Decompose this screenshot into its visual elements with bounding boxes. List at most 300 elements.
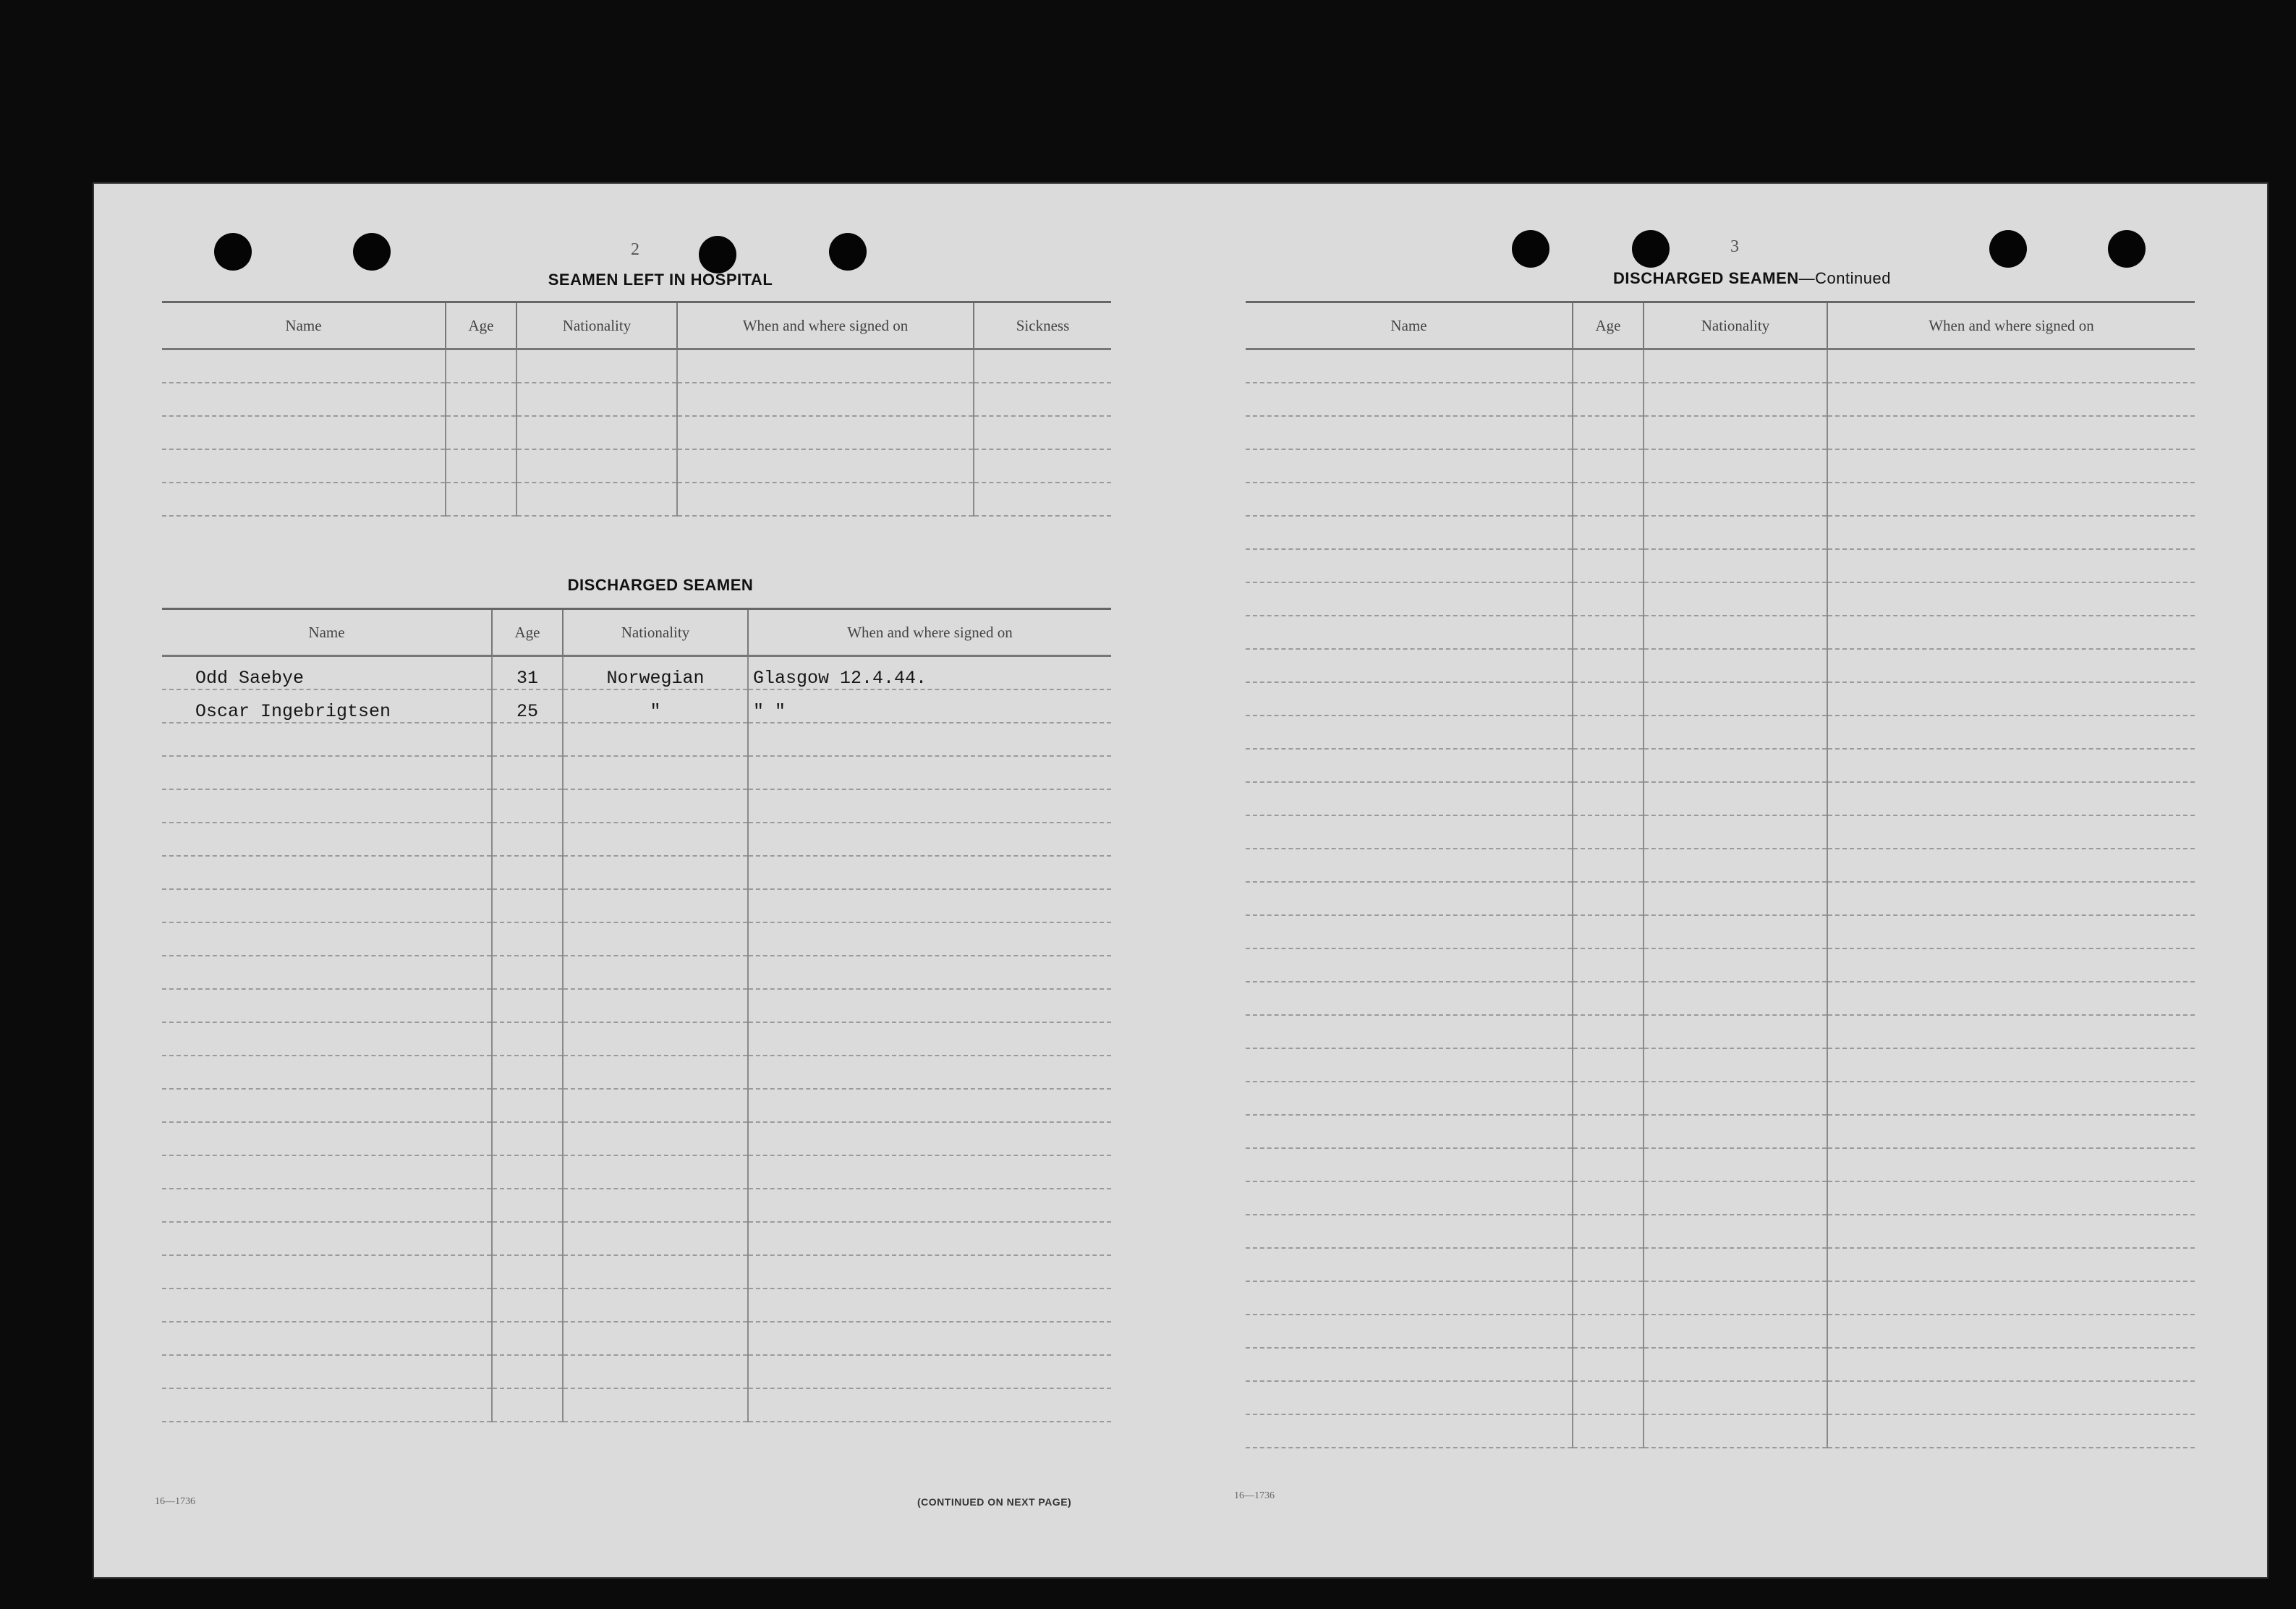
table-cell [1644,749,1827,782]
table-cell [563,789,748,823]
table-cell [492,789,563,823]
table-cell [1827,1115,2195,1148]
title-text: DISCHARGED SEAMEN [1613,269,1799,287]
table-cell [162,1255,492,1289]
table-row [1246,682,2195,716]
table-cell [677,383,974,416]
table-cell [1573,682,1644,716]
table-cell [492,756,563,789]
column-header-sickness: Sickness [974,302,1111,349]
table-cell [1246,349,1573,383]
table-cell [492,856,563,889]
table-cell [1644,682,1827,716]
table-cell [1246,616,1573,649]
table-cell [1827,1181,2195,1215]
table-cell [748,1122,1111,1155]
column-header-age: Age [446,302,516,349]
table-row [1246,1015,2195,1048]
table-cell [446,483,516,516]
hospital-table [162,301,1111,517]
table-cell [1246,749,1573,782]
table-cell [1644,1281,1827,1315]
table-cell [563,1355,748,1388]
table-cell [492,922,563,956]
table-cell [492,1189,563,1222]
table-cell [1573,1115,1644,1148]
table-row [1246,349,2195,383]
table-cell [1573,782,1644,815]
table-row [1246,549,2195,582]
table-cell [1573,349,1644,383]
table-cell [748,789,1111,823]
table-cell [748,1289,1111,1322]
table-cell [748,922,1111,956]
table-cell [677,483,974,516]
table-cell [446,416,516,449]
table-cell [1246,982,1573,1015]
table-cell [1246,1148,1573,1181]
table-cell [563,1089,748,1122]
table-cell [1827,483,2195,516]
table-row [162,1122,1111,1155]
table-row [162,1289,1111,1322]
table-row [162,823,1111,856]
table-row [162,383,1111,416]
table-cell [748,1089,1111,1122]
table-cell [1573,948,1644,982]
table-cell [1827,383,2195,416]
table-cell [1827,948,2195,982]
table-row [162,1222,1111,1255]
table-cell [1246,1015,1573,1048]
table-cell [563,956,748,989]
table-row [1246,749,2195,782]
table-row [162,756,1111,789]
column-header-age: Age [492,609,563,656]
table-cell [1246,1115,1573,1148]
column-header-name: Name [1246,302,1573,349]
table-cell [1246,1181,1573,1215]
table-cell [1644,582,1827,616]
table-cell [563,1222,748,1255]
table-cell [1573,1248,1644,1281]
table-cell: " [563,689,748,723]
table-cell [1827,549,2195,582]
table-cell [1573,1015,1644,1048]
table-cell [563,1022,748,1056]
table-cell [974,449,1111,483]
table-cell [1246,1281,1573,1315]
table-cell [1644,449,1827,483]
table-cell [1827,582,2195,616]
table-cell [748,723,1111,756]
page-number: 2 [631,240,639,259]
table-cell [1573,416,1644,449]
table-row [1246,416,2195,449]
table-cell [162,756,492,789]
table-cell [492,1022,563,1056]
table-cell [492,723,563,756]
table-cell [1246,849,1573,882]
table-cell [162,349,446,383]
table-row [162,1388,1111,1422]
table-cell [1246,649,1573,682]
table-cell [1827,1281,2195,1315]
table-cell [563,1155,748,1189]
table-cell [748,1189,1111,1222]
table-cell [1573,649,1644,682]
table-cell [748,823,1111,856]
table-row [1246,782,2195,815]
table-cell [1246,682,1573,716]
table-cell: Oscar Ingebrigtsen [162,689,492,723]
table-cell [1827,815,2195,849]
table-cell [1827,1381,2195,1414]
table-cell [1573,1181,1644,1215]
column-header-name: Name [162,609,492,656]
table-cell [1644,815,1827,849]
table-cell [1827,649,2195,682]
table-row [162,889,1111,922]
table-cell [1827,982,2195,1015]
table-cell [162,956,492,989]
table-cell [1644,483,1827,516]
table-cell [1827,1414,2195,1448]
table-cell [1573,1281,1644,1315]
table-cell [563,756,748,789]
table-cell [748,856,1111,889]
table-cell [1827,1082,2195,1115]
table-cell [492,1355,563,1388]
table-cell [1573,815,1644,849]
table-cell [748,1022,1111,1056]
table-cell [1644,1181,1827,1215]
table-cell [1246,1215,1573,1248]
table-cell [492,956,563,989]
table-row [1246,1215,2195,1248]
table-row [1246,882,2195,915]
table-row [162,1255,1111,1289]
table-row [1246,1115,2195,1148]
table-cell [1644,982,1827,1015]
table-row [1246,1281,2195,1315]
table-cell [1644,416,1827,449]
table-cell [1246,948,1573,982]
table-cell [1246,782,1573,815]
table-cell [1246,1381,1573,1414]
table-cell [1644,616,1827,649]
table-cell [446,449,516,483]
table-cell [162,1056,492,1089]
table-cell [492,1089,563,1122]
table-cell [162,856,492,889]
table-cell [1827,1315,2195,1348]
table-cell [162,889,492,922]
table-cell [1246,416,1573,449]
table-cell [563,989,748,1022]
table-cell [1246,1082,1573,1115]
table-cell [1573,483,1644,516]
table-cell [492,1056,563,1089]
table-row [162,449,1111,483]
table-cell [1827,749,2195,782]
table-cell [563,823,748,856]
table-row [1246,1414,2195,1448]
table-cell [1827,449,2195,483]
table-cell: Odd Saebye [162,656,492,690]
table-cell [1246,1348,1573,1381]
table-cell [563,1122,748,1155]
table-row [1246,1315,2195,1348]
column-header-name: Name [162,302,446,349]
table-cell [1827,616,2195,649]
table-cell [162,383,446,416]
table-cell [1246,1414,1573,1448]
table-cell [1246,516,1573,549]
table-cell [1644,383,1827,416]
table-cell [748,1255,1111,1289]
table-cell [563,922,748,956]
table-cell [1827,882,2195,915]
table-row [162,989,1111,1022]
table-cell [516,383,677,416]
table-cell [1644,549,1827,582]
table-cell [1573,549,1644,582]
table-cell [162,789,492,823]
right-page [1181,182,2269,1579]
table-row [1246,815,2195,849]
table-cell [1246,483,1573,516]
table-cell [1644,915,1827,948]
table-cell [1573,582,1644,616]
table-row [162,1056,1111,1089]
table-cell [1827,915,2195,948]
table-cell [162,1322,492,1355]
table-cell [162,1122,492,1155]
table-cell [748,1355,1111,1388]
table-row [1246,616,2195,649]
table-cell [748,1388,1111,1422]
table-row [1246,582,2195,616]
table-cell [1644,782,1827,815]
table-row [162,416,1111,449]
table-cell [1573,1315,1644,1348]
table-cell [563,723,748,756]
table-cell [1246,582,1573,616]
table-row [162,689,1111,723]
table-row [1246,649,2195,682]
table-row [162,1089,1111,1122]
table-cell [1573,1381,1644,1414]
table-cell [1644,1348,1827,1381]
table-cell [974,483,1111,516]
table-row [1246,948,2195,982]
table-cell [1827,716,2195,749]
table-cell [1573,616,1644,649]
table-row [1246,1048,2195,1082]
table-row [162,1155,1111,1189]
table-row [162,1022,1111,1056]
table-cell [1827,782,2195,815]
table-cell [162,823,492,856]
table-row [162,1355,1111,1388]
table-cell [1827,849,2195,882]
table-row [1246,915,2195,948]
table-cell [492,1222,563,1255]
table-cell [1827,1015,2195,1048]
table-cell [162,483,446,516]
table-cell [1644,1015,1827,1048]
form-code: 16—1736 [1234,1490,1275,1501]
table-row [162,349,1111,383]
table-row [1246,383,2195,416]
table-cell [748,1056,1111,1089]
table-cell [748,1222,1111,1255]
title-suffix: —Continued [1798,269,1891,287]
table-cell [1573,849,1644,882]
table-cell [162,1155,492,1189]
table-cell [1644,1381,1827,1414]
table-cell [492,1255,563,1289]
table-row [162,656,1111,690]
table-cell [1644,1115,1827,1148]
table-cell [162,1355,492,1388]
table-row [162,483,1111,516]
table-row [1246,982,2195,1015]
ledger-sheet [93,182,2269,1579]
table-cell: " " [748,689,1111,723]
table-row [1246,483,2195,516]
page-number: 3 [1730,237,1739,256]
table-cell [974,349,1111,383]
discharged-continued-title [1600,269,1904,288]
table-cell [1573,982,1644,1015]
table-cell [1644,948,1827,982]
table-cell [563,889,748,922]
table-cell [563,856,748,889]
column-header-nationality: Nationality [1644,302,1827,349]
table-cell [1827,1348,2195,1381]
table-cell [1246,383,1573,416]
table-cell [563,1289,748,1322]
table-cell [162,1289,492,1322]
table-cell [563,1056,748,1089]
column-header-age: Age [1573,302,1644,349]
table-cell [516,449,677,483]
discharged-table [162,608,1111,1422]
table-row [1246,1148,2195,1181]
table-cell [1827,1148,2195,1181]
table-cell [162,416,446,449]
table-row [162,723,1111,756]
table-cell [563,1189,748,1222]
table-cell [492,1289,563,1322]
column-header-signed-on: When and where signed on [1827,302,2195,349]
table-cell [492,1322,563,1355]
table-cell [1644,1414,1827,1448]
table-row [1246,516,2195,549]
table-row [1246,1348,2195,1381]
table-cell [1246,915,1573,948]
table-cell [677,416,974,449]
table-cell [1644,1082,1827,1115]
table-cell [1644,516,1827,549]
table-cell [1644,849,1827,882]
table-cell [1827,349,2195,383]
table-cell [1246,815,1573,849]
discharged-continued-table [1246,301,2195,1448]
table-cell [677,349,974,383]
table-cell: Glasgow 12.4.44. [748,656,1111,690]
table-cell [1246,549,1573,582]
table-cell [162,1089,492,1122]
table-row [162,1322,1111,1355]
table-row [1246,1381,2195,1414]
table-row [1246,1181,2195,1215]
table-cell [1246,1315,1573,1348]
table-cell [162,1222,492,1255]
table-cell [748,1322,1111,1355]
table-cell: 31 [492,656,563,690]
table-cell [1573,1048,1644,1082]
table-cell [1827,516,2195,549]
table-cell [1573,449,1644,483]
table-cell [563,1255,748,1289]
table-cell [162,1189,492,1222]
table-cell [1827,416,2195,449]
table-row [1246,1082,2195,1115]
table-row [1246,849,2195,882]
table-cell [677,449,974,483]
table-cell [1644,1148,1827,1181]
table-cell [1573,383,1644,416]
table-cell [492,1388,563,1422]
table-cell: Norwegian [563,656,748,690]
table-cell [563,1388,748,1422]
column-header-nationality: Nationality [563,609,748,656]
table-cell [974,383,1111,416]
table-cell [1246,882,1573,915]
table-cell [492,1122,563,1155]
table-cell [1246,449,1573,483]
table-cell [1644,1215,1827,1248]
table-cell [1246,1248,1573,1281]
table-cell [492,989,563,1022]
discharged-section-title: DISCHARGED SEAMEN [567,576,754,594]
table-cell [748,756,1111,789]
table-cell [1573,716,1644,749]
form-code: 16—1736 [155,1496,195,1507]
table-cell [1644,1048,1827,1082]
table-row [1246,1248,2195,1281]
table-cell [1644,649,1827,682]
table-row [162,1189,1111,1222]
table-cell [162,449,446,483]
table-cell [1573,915,1644,948]
table-cell [1827,1048,2195,1082]
table-cell [1827,1215,2195,1248]
column-header-nationality: Nationality [516,302,677,349]
table-cell [1573,749,1644,782]
table-cell [492,823,563,856]
table-cell [162,922,492,956]
table-cell [446,349,516,383]
table-row [1246,716,2195,749]
table-cell [1246,1048,1573,1082]
hospital-section-title: SEAMEN LEFT IN HOSPITAL [548,271,773,289]
table-cell [1573,516,1644,549]
table-cell [162,1022,492,1056]
